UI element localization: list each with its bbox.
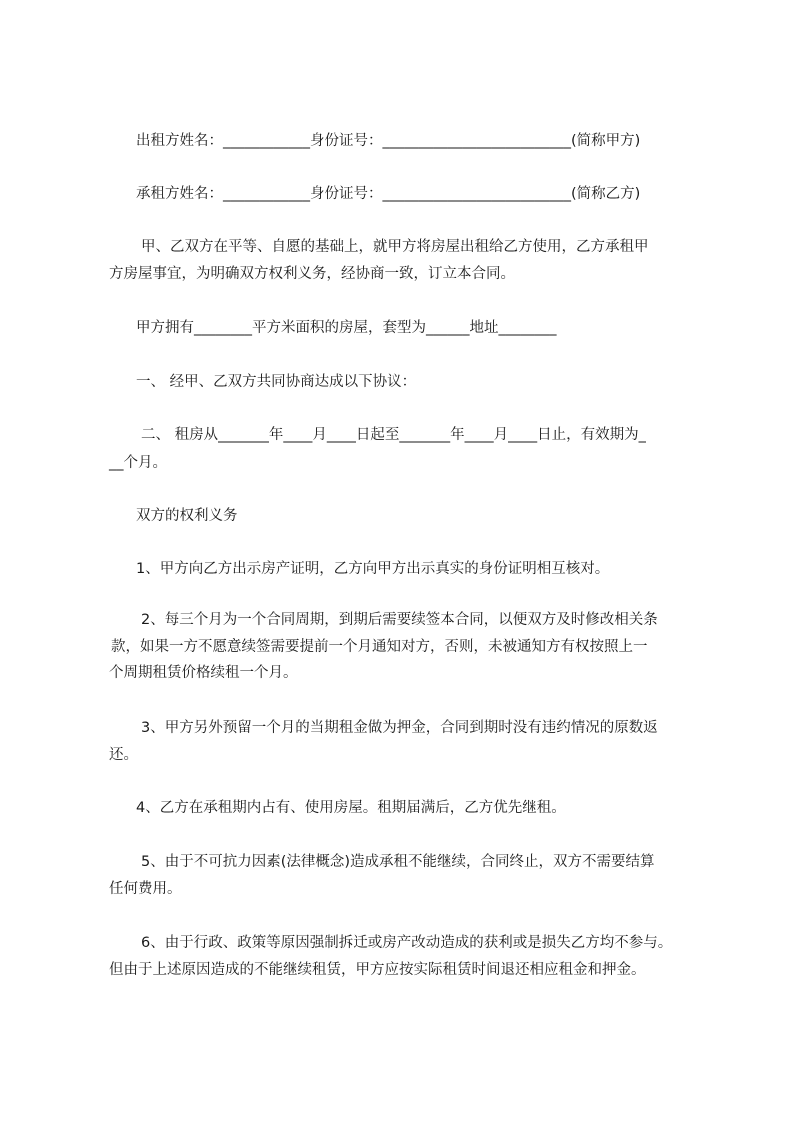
item-2-line-3: 个周期租赁价格续租一个月。 <box>109 665 298 681</box>
lessor-line: 出租方姓名：____________身份证号：__________________________(简称甲方) <box>136 133 641 149</box>
intro-line-2: 方房屋事宜，为明确双方权利义务，经协商一致，订立本合同。 <box>109 266 515 282</box>
item-4-line-1: 4、乙方在承租期内占有、使用房屋。租期届满后，乙方优先继租。 <box>136 800 566 816</box>
item-5-line-2: 任何费用。 <box>109 881 182 897</box>
clause-one: 一、 经甲、乙双方共同协商达成以下协议： <box>136 374 417 390</box>
item-6-line-1: 6、由于行政、政策等原因强制拆迁或房产改动造成的获利或是损失乙方均不参与。 <box>141 935 673 951</box>
item-2-line-2: 款，如果一方不愿意续签需要提前一个月通知对方，否则，未被通知方有权按照上一 <box>111 639 648 655</box>
lessee-line: 承租方姓名：____________身份证号：__________________________(简称乙方) <box>136 186 641 202</box>
item-1-line-1: 1、甲方向乙方出示房产证明，乙方向甲方出示真实的身份证明相互核对。 <box>136 561 610 577</box>
clause-two-line-1: 二、 租房从_______年____月____日起至_______年____月____日止，有效期为_ <box>141 427 646 443</box>
item-3-line-1: 3、甲方另外预留一个月的当期租金做为押金，合同到期时没有违约情况的原数返 <box>141 720 658 736</box>
clause-two-line-2: __个月。 <box>109 455 167 471</box>
item-2-line-1: 2、每三个月为一个合同周期，到期后需要续签本合同，以便双方及时修改相关条 <box>141 612 658 628</box>
item-6-line-2: 但由于上述原因造成的不能继续租赁，甲方应按实际租赁时间退还相应租金和押金。 <box>109 962 646 978</box>
intro-line-1: 甲、乙双方在平等、自愿的基础上，就甲方将房屋出租给乙方使用，乙方承租甲 <box>141 239 649 255</box>
item-5-line-1: 5、由于不可抗力因素(法律概念)造成承租不能继续，合同终止，双方不需要结算 <box>141 854 655 870</box>
item-3-line-2: 还。 <box>109 747 138 763</box>
property-line: 甲方拥有________平方米面积的房屋，套型为______地址________ <box>136 320 557 336</box>
rights-heading: 双方的权利义务 <box>136 508 238 524</box>
